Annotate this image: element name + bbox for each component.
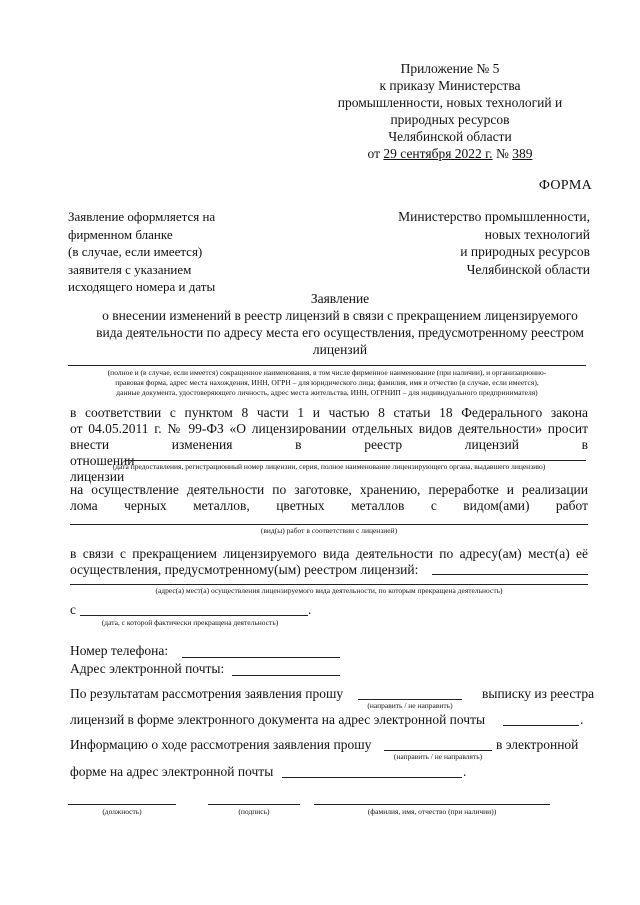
appendix-line: Приложение № 5 (400, 61, 500, 76)
addressee-line: новых технологий (484, 226, 590, 242)
signature-hint: (подпись) (238, 807, 270, 816)
full-name-hint: (фамилия, имя, отчество (при наличии)) (367, 807, 497, 816)
note-line: фирменном бланке (68, 226, 173, 242)
addressee (380, 208, 590, 278)
number-prefix: № (495, 146, 509, 161)
appendix-date-line (330, 145, 570, 162)
request1-text-a: По результатам рассмотрения заявления прошу (70, 686, 344, 701)
email-field[interactable] (232, 675, 340, 676)
applicant-hint (60, 368, 594, 398)
hint-line: (полное и (в случае, если имеется) сокращенное наименования, в том числе фирменное наименование (при наличии), и организационно- (107, 368, 547, 377)
order-date: 29 сентября 2022 г. (383, 146, 493, 161)
addressee-line: и природных ресурсов (460, 244, 590, 259)
request2-end: . (463, 764, 467, 779)
title-line: вида деятельности по адресу места его осуществления, предусмотренному реестром (96, 325, 584, 340)
address-field-inline[interactable] (432, 574, 588, 575)
para-line: внести изменения в реестр лицензий в отношении (70, 437, 588, 468)
paragraph-legal-basis (70, 405, 588, 485)
position-hint: (должность) (102, 807, 142, 816)
since-prefix: с (70, 602, 76, 617)
work-types-field[interactable] (70, 524, 588, 525)
request1-end: . (580, 712, 584, 727)
hint-line: правовая форма, адрес места нахождения, ИНН, ОГРН – для юридического лица; фамилия, имя и отчество (в случае, если имеется), (115, 378, 539, 387)
addressee-line: Челябинской области (466, 261, 590, 277)
form-label: ФОРМА (538, 178, 592, 193)
license-hint: (дата предоставления, регистрационный номер лицензии, серия, полное наименование лицензирующего органа, выдавшего лицензию) (112, 462, 546, 471)
paragraph-activity (70, 482, 588, 514)
stop-date-hint: (дата, с которой фактически прекращена деятельность) (101, 618, 279, 627)
request2-text-c: форме на адрес электронной почты (70, 764, 274, 779)
request1-text-b: выписку из реестра (482, 686, 595, 701)
appendix-line: промышленности, новых технологий и (337, 95, 563, 110)
address-field[interactable] (70, 584, 588, 585)
work-types-hint: (вид(ы) работ в соответствии с лицензией) (260, 526, 398, 535)
stop-date-field[interactable] (80, 615, 308, 616)
addressee-line: Министерство промышленности, (398, 209, 590, 224)
title-line: Заявление (310, 291, 370, 306)
para-line: лицензии (70, 469, 125, 484)
info-email-field[interactable] (282, 777, 462, 778)
phone-label: Номер телефона: (70, 643, 169, 658)
send-extract-field[interactable] (358, 699, 462, 700)
para-line: от 04.05.2011 г. № 99-ФЗ «О лицензировании отдельных видов деятельности» просит (70, 421, 588, 436)
appendix-line: природных ресурсов (390, 112, 510, 127)
request2-text-a: Информацию о ходе рассмотрения заявления прошу (70, 737, 372, 752)
license-field[interactable] (126, 460, 586, 461)
extract-email-field[interactable] (503, 725, 579, 726)
document-title (40, 290, 640, 358)
appendix-line: Челябинской области (388, 129, 512, 144)
order-number: 389 (512, 146, 533, 161)
date-prefix: от (367, 146, 381, 161)
applicant-field[interactable] (68, 365, 586, 366)
note-line: исходящего номера и даты (68, 279, 216, 294)
para-line: в соответствии с пунктом 8 части 1 и частью 8 статьи 18 Федерального закона (70, 405, 588, 420)
note-line: заявителя с указанием (68, 261, 192, 277)
note-line: Заявление оформляется на (68, 209, 216, 224)
title-line: о внесении изменений в реестр лицензий в связи с прекращением лицензируемого (102, 308, 578, 323)
appendix-line: к приказу Министерства (379, 78, 521, 93)
send-extract-hint: (направить / не направить) (367, 701, 453, 710)
note-line: (в случае, если имеется) (68, 244, 203, 259)
position-field[interactable] (68, 804, 176, 805)
para-line: в связи с прекращением лицензируемого вида деятельности по адресу(ам) мест(а) её (70, 546, 588, 561)
letterhead-note (68, 208, 238, 296)
appendix-header (330, 60, 570, 162)
email-label: Адрес электронной почты: (70, 661, 225, 676)
para-line: осуществления, предусмотренному(ым) реестром лицензий: (70, 562, 419, 577)
para-line: на осуществление деятельности по заготовке, хранению, переработке и реализации (70, 482, 588, 497)
address-hint: (адрес(а) мест(а) осуществления лицензируемого вида деятельности, по которым прекращена деятельность) (155, 586, 503, 595)
full-name-field[interactable] (314, 804, 550, 805)
hint-line: данные документа, удостоверяющего личность, адрес места жительства, ИНН, ОГРНИП – для индивидуального предпринимателя) (116, 388, 538, 397)
request1-text-c: лицензий в форме электронного документа на адрес электронной почты (70, 712, 486, 727)
since-suffix: . (308, 602, 312, 617)
para-line: лома черных металлов, цветных металлов с видом(ами) работ (70, 498, 588, 513)
request2-text-b: в электронной (496, 737, 579, 752)
title-line: лицензий (312, 342, 368, 357)
phone-field[interactable] (182, 657, 340, 658)
send-info-hint: (направить / не направлять) (393, 752, 483, 761)
send-info-field[interactable] (384, 750, 492, 751)
signature-field[interactable] (208, 804, 300, 805)
